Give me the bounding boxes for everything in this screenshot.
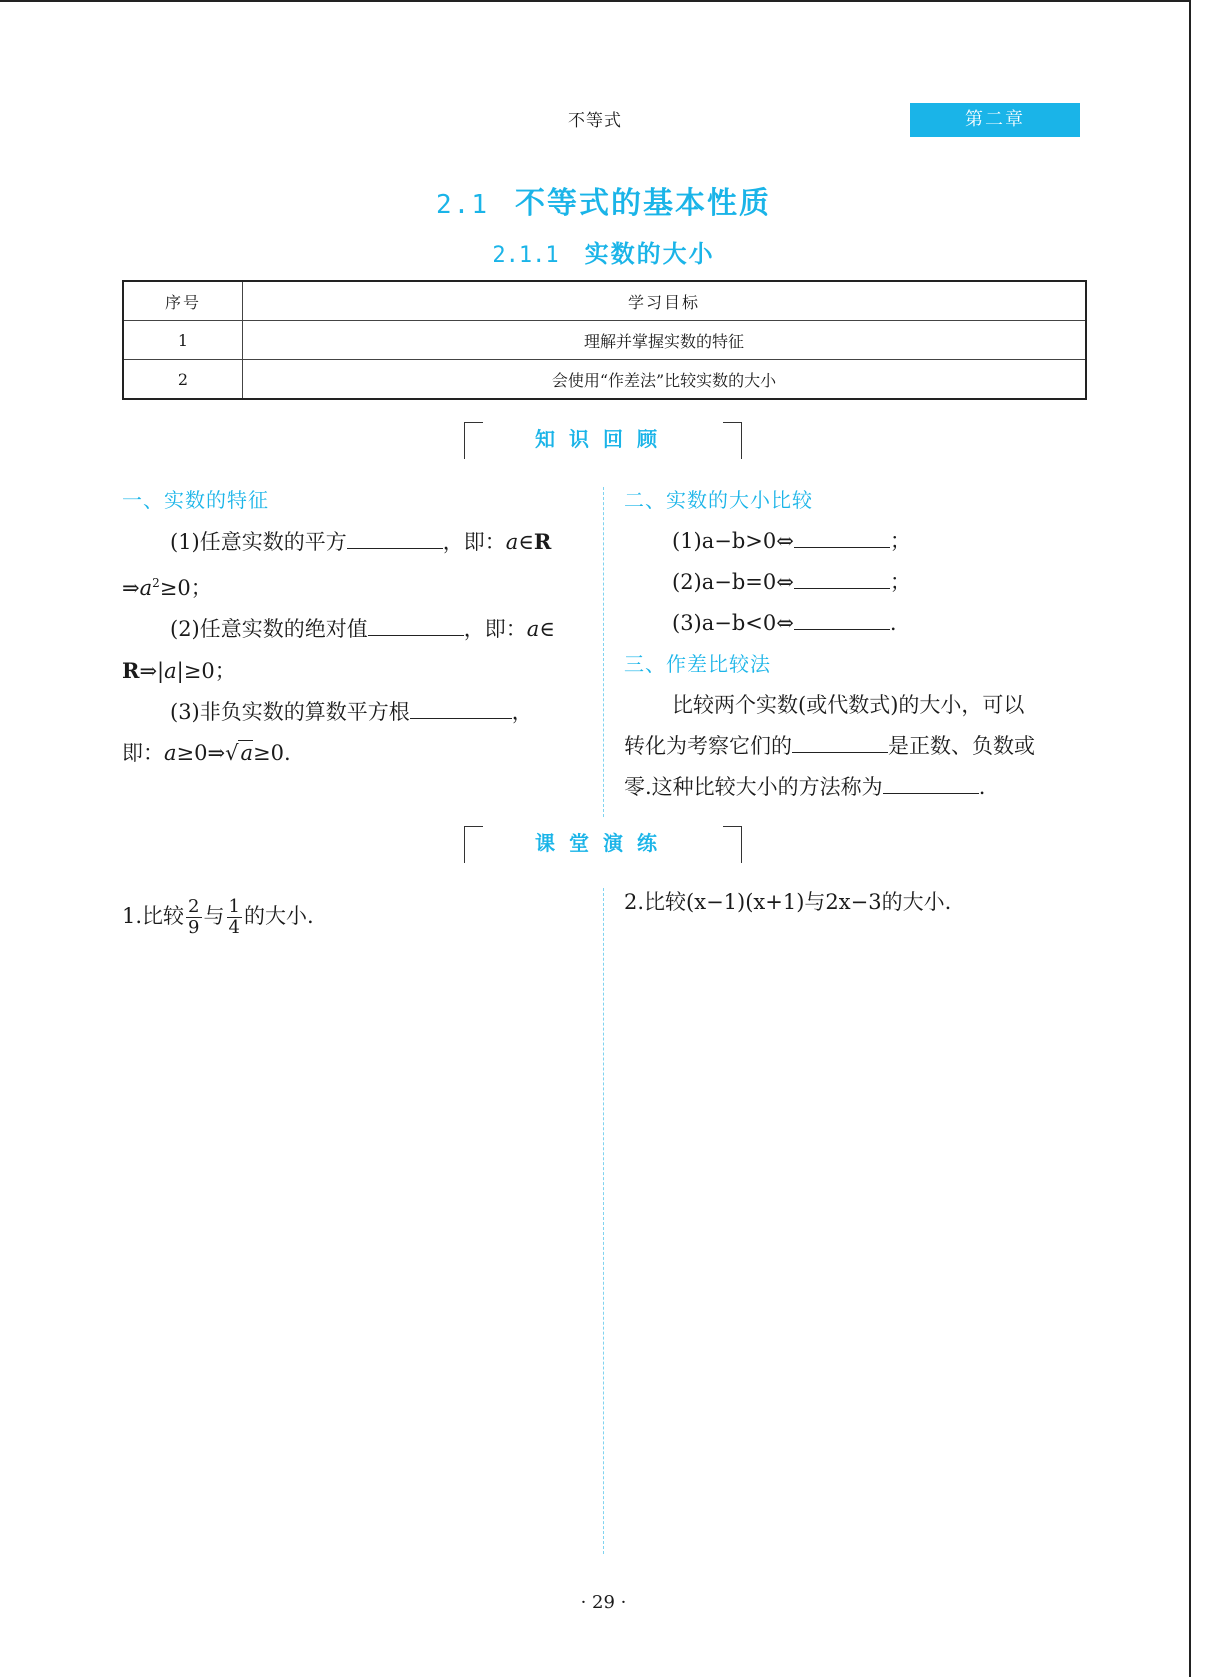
- answer-blank[interactable]: [368, 609, 464, 636]
- heading-real-number-features: 一、实数的特征: [122, 488, 269, 512]
- exercise-1-end: 的大小.: [243, 904, 314, 928]
- method-para-2: [624, 726, 1094, 767]
- item-3: [122, 692, 587, 733]
- bracket-right: [723, 826, 742, 863]
- comparison-1-text: (1)a−b>0⇔: [672, 529, 794, 553]
- item-2-implies: ⇒|: [139, 659, 165, 683]
- exercise-2: [624, 882, 1094, 923]
- page-number: · 29 ·: [580, 1592, 627, 1613]
- table-row: [123, 360, 1086, 400]
- item-1-math: a∈: [505, 530, 534, 554]
- column-header-goal: 学习目标: [243, 281, 1087, 321]
- bracket-left: [464, 826, 483, 863]
- learning-goals-table: [122, 280, 1087, 400]
- row-number: 2: [123, 360, 243, 400]
- period: .: [889, 611, 897, 635]
- comparison-1: [624, 521, 1094, 562]
- item-2-R: R: [122, 658, 140, 683]
- denominator: 9: [188, 917, 200, 938]
- bracket-left: [464, 422, 483, 459]
- answer-blank[interactable]: [410, 692, 512, 719]
- bracket-right: [723, 422, 742, 459]
- method-text: 是正数、负数或: [888, 734, 1035, 758]
- left-column: [122, 480, 587, 774]
- semicolon: ；: [889, 529, 911, 553]
- method-text: 转化为考察它们的: [624, 734, 792, 758]
- item-3-ineq: ≥0⇒√: [176, 741, 239, 765]
- numerator: 1: [228, 896, 240, 917]
- subsection-number: 2.1.1: [492, 243, 559, 268]
- fraction-2-9: [186, 897, 201, 938]
- item-1-implies: ⇒: [122, 576, 140, 600]
- item-3-text: (3)非负实数的算数平方根: [170, 700, 410, 724]
- section-title-text: 不等式的基本性质: [514, 186, 771, 221]
- item-2-cont: [122, 650, 587, 692]
- answer-blank[interactable]: [347, 522, 443, 549]
- chapter-tab: 第二章: [910, 103, 1080, 137]
- exercise-2-text: 2.比较(x−1)(x+1)与2x−3的大小.: [624, 890, 952, 914]
- section-banner-title: 课堂演练: [535, 831, 671, 855]
- method-para-1: 比较两个实数(或代数式)的大小，可以: [672, 693, 1025, 717]
- item-2: [122, 609, 587, 650]
- exercise-1-text: 1.比较: [122, 904, 185, 928]
- item-3-var: a: [164, 741, 177, 765]
- subsection-title: [0, 234, 1207, 269]
- heading-difference-method: 三、作差比较法: [624, 652, 771, 676]
- item-1-cont: [122, 563, 587, 609]
- column-header-number: 序号: [123, 281, 243, 321]
- comparison-3-text: (3)a−b<0⇔: [672, 611, 794, 635]
- subsection-title-text: 实数的大小: [584, 240, 715, 268]
- row-goal: 理解并掌握实数的特征: [243, 321, 1087, 360]
- item-1-punct: ，即：: [442, 530, 506, 554]
- numerator: 2: [188, 896, 200, 917]
- running-head: 不等式: [568, 111, 622, 131]
- column-divider: [603, 888, 604, 1554]
- column-divider: [603, 487, 604, 817]
- table-header-row: [123, 281, 1086, 321]
- answer-blank[interactable]: [794, 562, 890, 589]
- row-number: 1: [123, 321, 243, 360]
- item-1-text: (1)任意实数的平方: [170, 530, 347, 554]
- period: .: [978, 775, 986, 799]
- item-3-ie: 即：: [122, 741, 164, 765]
- exercise-1-and: 与: [203, 904, 225, 928]
- right-column: [624, 480, 1094, 808]
- section-title: [0, 178, 1207, 222]
- denominator: 4: [228, 917, 240, 938]
- item-3-punct: ，: [511, 700, 533, 724]
- answer-blank[interactable]: [794, 521, 890, 548]
- fraction-1-4: [227, 897, 242, 938]
- exercise-1: [122, 896, 592, 938]
- method-text: 零.这种比较大小的方法称为: [624, 775, 883, 799]
- item-2-math: a∈: [526, 617, 555, 641]
- item-2-punct: ，即：: [463, 617, 527, 641]
- answer-blank[interactable]: [794, 603, 890, 630]
- comparison-2-text: (2)a−b=0⇔: [672, 570, 794, 594]
- answer-blank[interactable]: [792, 726, 888, 753]
- method-para-3: [624, 767, 1094, 808]
- comparison-3: [624, 603, 1094, 644]
- item-3-cont: [122, 733, 587, 774]
- table-row: [123, 321, 1086, 360]
- item-2-text: (2)任意实数的绝对值: [170, 617, 368, 641]
- section-number: 2.1: [436, 190, 489, 220]
- item-3-end: ≥0.: [253, 741, 291, 765]
- semicolon: ；: [889, 570, 911, 594]
- item-2-var: a: [164, 659, 177, 683]
- item-1: [122, 521, 587, 563]
- item-1-ineq: ≥0；: [159, 576, 212, 600]
- item-1-var: a: [139, 576, 153, 600]
- item-3-sqrt-arg: a: [240, 741, 253, 765]
- heading-comparison: 二、实数的大小比较: [624, 488, 813, 512]
- section-banner-practice: [464, 826, 742, 862]
- item-1-exp: 2: [152, 576, 160, 590]
- item-2-ineq: |≥0；: [176, 659, 236, 683]
- row-goal: 会使用“作差法”比较实数的大小: [243, 360, 1087, 400]
- page-border-top: [0, 0, 1190, 2]
- section-banner-review: [464, 422, 742, 458]
- section-banner-title: 知识回顾: [535, 427, 671, 451]
- item-1-R: R: [533, 529, 552, 554]
- answer-blank[interactable]: [883, 767, 979, 794]
- comparison-2: [624, 562, 1094, 603]
